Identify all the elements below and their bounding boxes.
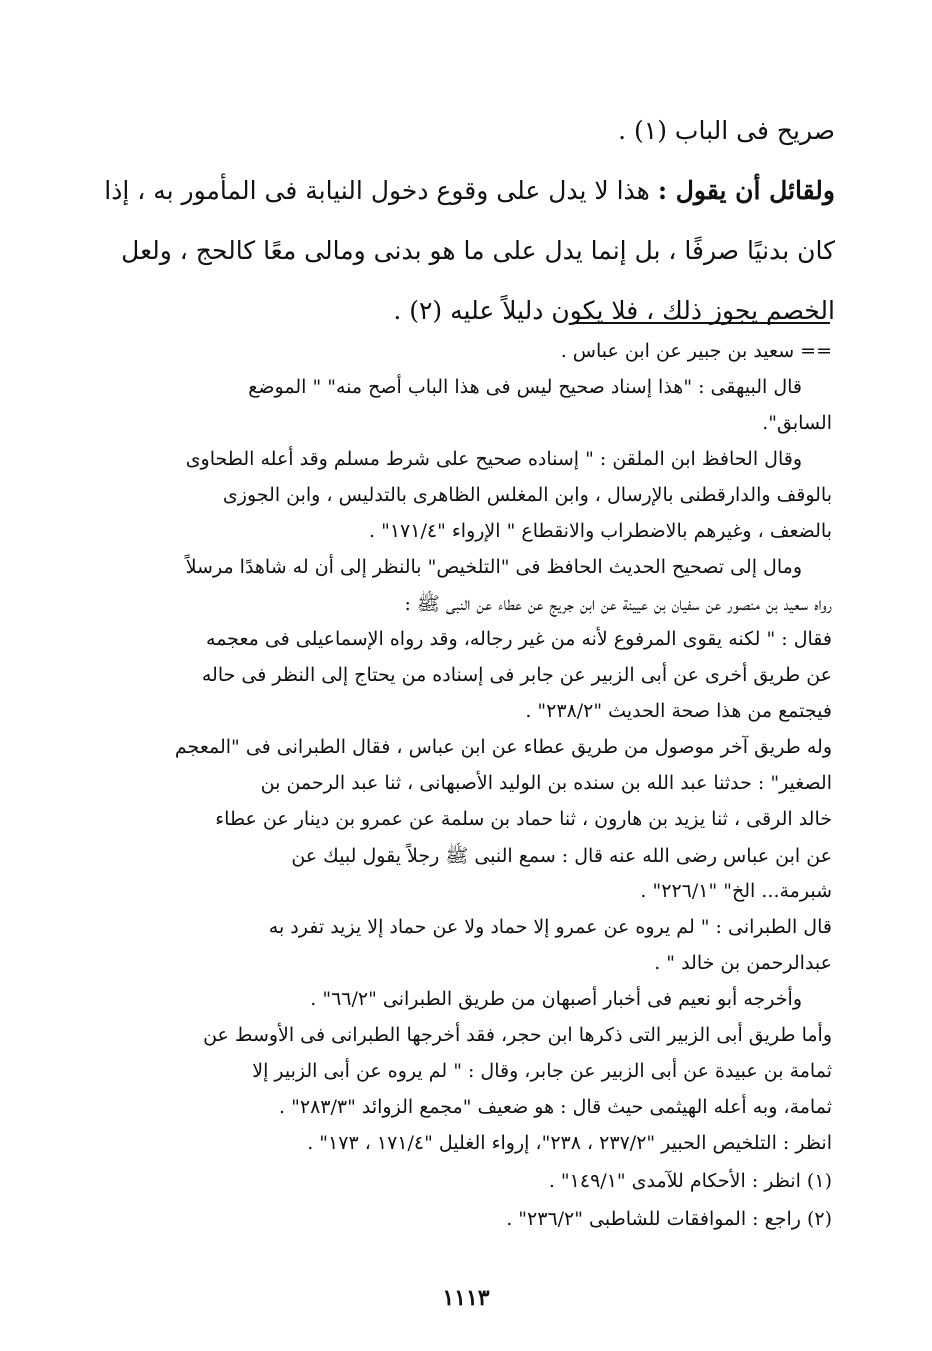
note-line: الصغير" : حدثنا عبد الله بن سنده بن الوليد الأصبهانى ، ثنا عبد الرحمن بن — [260, 772, 832, 794]
note-line: قال البيهقى : "هذا إسناد صحيح ليس فى هذا الباب أصح منه" " الموضع — [248, 376, 802, 398]
note-line: == سعيد بن جبير عن ابن عباس . — [560, 340, 832, 362]
note-line: بالضعف ، وغيرهم بالاضطراب والانقطاع " الإرواء "١٧١/٤" . — [369, 520, 832, 542]
main-line-3: كان بدنيًا صرفًا ، بل إنما يدل على ما هو بدنى ومالى معًا كالحج ، ولعل — [121, 236, 835, 265]
note-line: ثمامة، وبه أعله الهيثمى حيث قال : هو ضعيف "مجمع الزوائد "٢٨٣/٣" . — [279, 1096, 832, 1118]
page-number: ١١١٣ — [442, 1285, 490, 1311]
footnote-1: (١) انظر : الأحكام للآمدى "١٤٩/١" . — [548, 1170, 832, 1192]
note-line: انظر : التلخيص الحبير "٢٣٧/٢ ، ٢٣٨"، إرواء الغليل "١٧١/٤ ، ١٧٣" . — [307, 1132, 832, 1154]
note-line: فقال : " لكنه يقوى المرفوع لأنه من غير رجاله، وقد رواه الإسماعيلى فى معجمه — [206, 628, 832, 650]
main-line-4: الخصم يجوز ذلك ، فلا يكون دليلاً عليه (٢) . — [393, 296, 835, 325]
main-line-2-rest: هذا لا يدل على وقوع دخول النيابة فى المأمور به ، إذا — [104, 176, 658, 205]
main-line-1: صريح فى الباب (١) . — [618, 116, 835, 145]
note-line: شبرمة... الخ" "٢٢٦/١" . — [640, 880, 832, 902]
note-line: رواه سعيد بن منصور عن سفيان بن عيينة عن ابن جريج عن عطاء عن النبى ﷺ : — [404, 593, 832, 615]
note-line: فيجتمع من هذا صحة الحديث "٢٣٨/٢" . — [525, 700, 832, 722]
note-line: وأما طريق أبى الزبير التى ذكرها ابن حجر، فقد أخرجها الطبرانى فى الأوسط عن — [203, 1024, 832, 1046]
note-line: وأخرجه أبو نعيم فى أخبار أصبهان من طريق الطبرانى "٦٦/٢" . — [310, 988, 802, 1010]
note-line: قال الطبرانى : " لم يروه عن عمرو إلا حماد ولا عن حماد إلا يزيد تفرد به — [268, 916, 832, 938]
note-line: ثمامة بن عبيدة عن أبى الزبير عن جابر، وقال : " لم يروه عن أبى الزبير إلا — [252, 1060, 832, 1082]
note-line: وقال الحافظ ابن الملقن : " إسناده صحيح على شرط مسلم وقد أعله الطحاوى — [185, 448, 802, 470]
note-line: عبدالرحمن بن خالد " . — [654, 952, 832, 974]
main-line-2-lead: ولقائل أن يقول : — [657, 176, 835, 205]
note-line: عن ابن عباس رضى الله عنه قال : سمع النبى ﷺ رجلاً يقول لبيك عن — [291, 845, 832, 867]
footnotes — [104, 340, 832, 1280]
footnote-2: (٢) راجع : الموافقات للشاطبى "٢٣٦/٢" . — [506, 1208, 832, 1230]
note-line: عن طريق أخرى عن أبى الزبير عن جابر فى إسناده من يحتاج إلى النظر فى حاله — [201, 664, 832, 686]
note-line: بالوقف والدارقطنى بالإرسال ، وابن المغلس الظاهرى بالتدليس ، وابن الجوزى — [222, 484, 832, 506]
note-line: ومال إلى تصحيح الحديث الحافظ فى "التلخيص" بالنظر إلى أن له شاهدًا مرسلاً — [185, 556, 802, 578]
note-line: خالد الرقى ، ثنا يزيد بن هارون ، ثنا حماد بن سلمة عن عمرو بن دينار عن عطاء — [215, 808, 832, 830]
footnote-separator — [573, 322, 830, 324]
note-line: وله طريق آخر موصول من طريق عطاء عن ابن عباس ، فقال الطبرانى فى "المعجم — [174, 736, 832, 758]
note-line: السابق". — [762, 412, 832, 434]
main-line-2 — [100, 160, 835, 220]
main-text — [100, 100, 835, 340]
